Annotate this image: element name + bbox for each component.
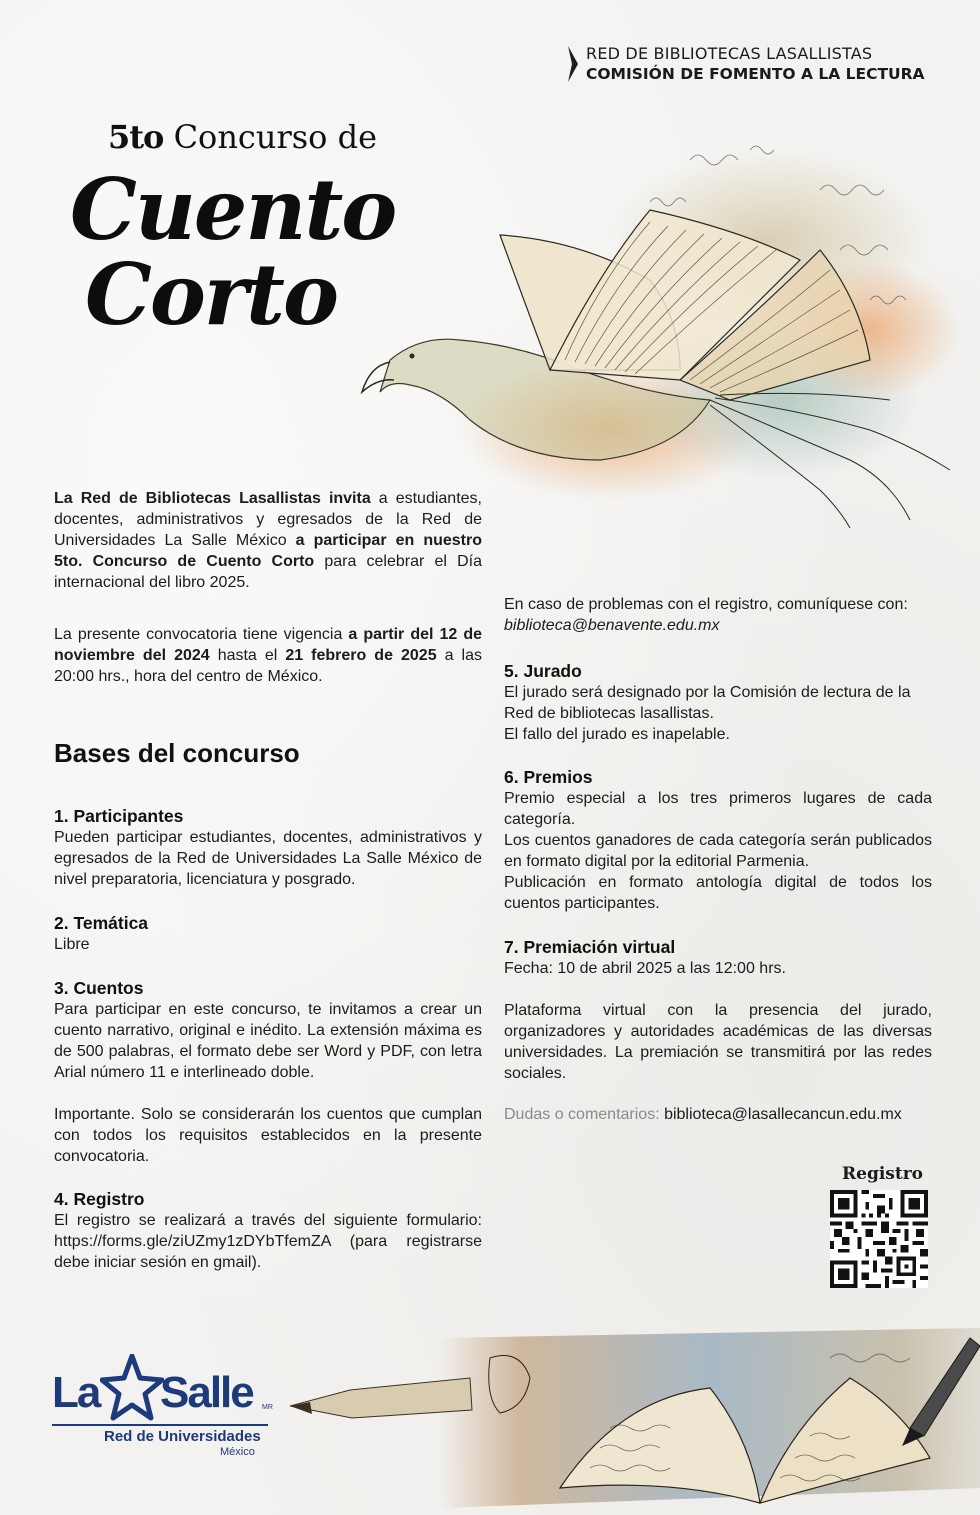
section-body: Pueden participar estudiantes, docentes, administrativos y egresados de la Red de Universidades La Salle México de nivel preparatoria, licenciatura y posgrado. [54,829,482,888]
section-title: 4. Registro [54,1189,145,1209]
section-title: 6. Premios [504,767,593,787]
section-body-2: Los cuentos ganadores de cada categoría serán publicados en formato digital por la editorial Parmenia. [504,832,932,870]
contact-line [504,1104,932,1125]
title-line-1: Cuento [70,160,396,259]
validity-end: 21 febrero de 2025 [285,647,437,664]
logo-salle: Salle [160,1368,253,1417]
qr-label: Registro [842,1164,924,1184]
org-commission: COMISIÓN DE FOMENTO A LA LECTURA [586,65,925,83]
help-email-link[interactable]: biblioteca@benavente.edu.mx [504,617,720,634]
intro-paragraph-1 [54,488,482,593]
validity-text-1: La presente convocatoria tiene vigencia [54,626,349,643]
registro-form-link[interactable]: https://forms.gle/ziUZmy1zDYbTfemZA [54,1233,331,1250]
org-name: RED DE BIBLIOTECAS LASALLISTAS [586,44,873,63]
open-book-illustration [290,1318,980,1513]
section-body-3: Publicación en formato antología digital de todos los cuentos participantes. [504,874,932,912]
chevron-right-icon [566,46,580,82]
section-body [54,1210,482,1273]
section-title: 3. Cuentos [54,978,144,998]
title-prefix-text: Concurso de [163,118,378,156]
section-premios [504,767,932,914]
section-body-2: El fallo del jurado es inapelable. [504,726,730,743]
bases-heading: Bases del concurso [54,738,300,768]
section-tematica [54,913,482,955]
contact-label: Dudas o comentarios: [504,1106,665,1123]
registro-text: El registro se realizará a través del siguiente formulario: [54,1212,482,1229]
section-body: Plataforma virtual con la presencia del jurado, organizadores y autoridades académicas de las diversas universidades. La premiación se transmitirá por las redes sociales. [504,1002,932,1082]
section-title: 2. Temática [54,913,149,933]
logo-network: Red de Universidades [104,1428,261,1445]
section-cuentos [54,978,482,1167]
section-body: Libre [54,936,90,953]
section-body: El jurado será designado por la Comisión de lectura de la Red de bibliotecas lasallistas. [504,684,911,722]
logo-divider [52,1424,268,1426]
logo-trademark: MR [262,1404,273,1411]
registration-help [504,594,932,636]
help-text: En caso de problemas con el registro, comuníquese con: [504,596,908,613]
intro-bold-2: a participar en nuestro 5to. Concurso de Cuento Corto [54,532,482,570]
validity-text-3: a las 20:00 hrs., hora del centro de México. [54,647,483,685]
intro-paragraph-2 [54,624,482,687]
logo-country: México [220,1446,255,1458]
contact-email-link[interactable]: biblioteca@lasallecancun.edu.mx [664,1106,902,1123]
bird-book-illustration [350,130,980,530]
section-title: 1. Participantes [54,806,184,826]
section-date: Fecha: 10 de abril 2025 a las 12:00 hrs. [504,960,786,977]
validity-start: a partir del 12 de noviembre del 2024 [54,626,482,664]
logo-la: La [52,1368,100,1417]
qr-code[interactable] [830,1190,928,1288]
section-jurado [504,661,932,745]
intro-bold-1: La Red de Bibliotecas Lasallistas invita [54,490,371,507]
registro-note: (para registrarse debe iniciar sesión en gmail). [54,1233,482,1271]
section-premiacion [504,937,932,1084]
section-title: 5. Jurado [504,661,582,681]
intro-text-1: a estudiantes, docentes, administrativos y egresados de la Red de Universidades La Salle México [54,490,482,549]
section-body: Premio especial a los tres primeros lugares de cada categoría. [504,790,932,828]
la-salle-logo [52,1354,292,1474]
intro-text-2: para celebrar el Día internacional del libro 2025. [54,553,482,591]
section-participantes [54,806,482,890]
star-icon [100,1354,164,1422]
section-body: Para participar en este concurso, te invitamos a crear un cuento narrativo, original e inédito. La extensión máxima es de 500 palabras, el formato debe ser Word y PDF, con letra Arial número 11 e interlineado doble. [54,1001,482,1081]
title-line-2: Corto [85,245,337,344]
section-title: 7. Premiación virtual [504,937,676,957]
title-number: 5to [108,118,164,156]
section-note: Importante. Solo se considerarán los cuentos que cumplan con todos los requisitos establecidos en la presente convocatoria. [54,1106,482,1165]
title-prefix [108,118,377,156]
org-header [566,44,946,84]
section-registro [54,1189,482,1273]
validity-text-2: hasta el [209,647,286,664]
